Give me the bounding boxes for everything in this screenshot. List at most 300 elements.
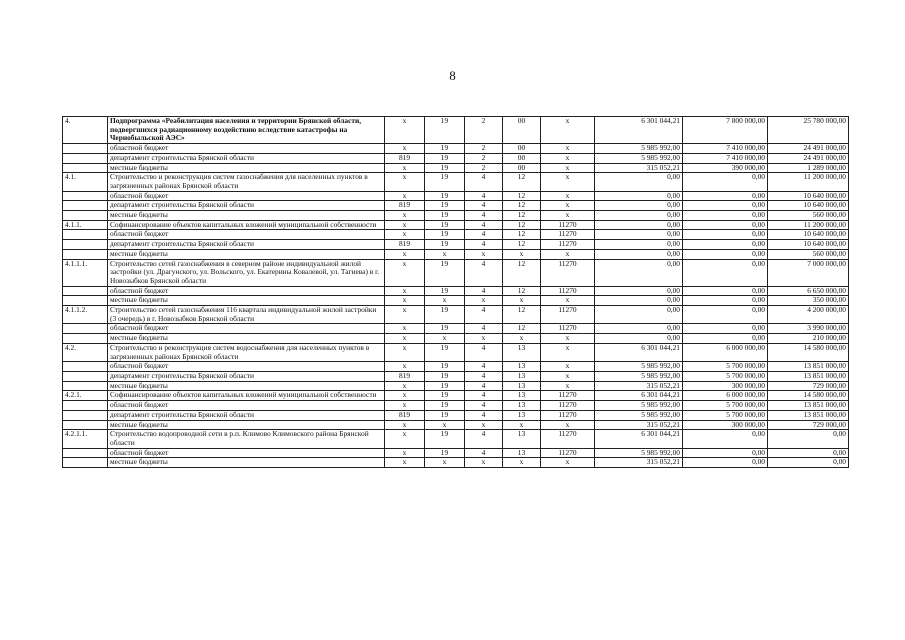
table-row — [63, 259, 849, 286]
cell-c2: 19 — [425, 362, 465, 372]
cell-c2: 19 — [425, 163, 465, 173]
cell-c2: 19 — [425, 410, 465, 420]
cell-c5: 11270 — [541, 324, 595, 334]
cell-c3: 2 — [465, 117, 503, 144]
table-row — [63, 286, 849, 296]
cell-v1: 0,00 — [595, 173, 683, 191]
cell-c1: х — [385, 163, 425, 173]
cell-v1: 5 985 992,00 — [595, 448, 683, 458]
cell-desc: областной бюджет — [108, 230, 385, 240]
cell-num: 4.2. — [63, 343, 108, 361]
cell-v2: 0,00 — [683, 211, 768, 221]
cell-c2: х — [425, 249, 465, 259]
cell-num — [63, 249, 108, 259]
cell-c4: 12 — [503, 286, 541, 296]
cell-c3: 4 — [465, 230, 503, 240]
cell-c4: х — [503, 296, 541, 306]
cell-v1: 0,00 — [595, 296, 683, 306]
cell-c4: х — [503, 420, 541, 430]
cell-num: 4.1. — [63, 173, 108, 191]
cell-c4: х — [503, 458, 541, 468]
cell-num — [63, 410, 108, 420]
cell-c2: 19 — [425, 371, 465, 381]
cell-c3: 4 — [465, 448, 503, 458]
cell-c2: 19 — [425, 173, 465, 191]
table-row — [63, 306, 849, 324]
cell-c5: х — [541, 362, 595, 372]
cell-v1: 315 052,21 — [595, 420, 683, 430]
page-number: 8 — [449, 68, 456, 83]
cell-v2: 0,00 — [683, 430, 768, 448]
cell-v2: 300 000,00 — [683, 420, 768, 430]
cell-v2: 6 000 000,00 — [683, 343, 768, 361]
cell-c1: х — [385, 306, 425, 324]
cell-v1: 0,00 — [595, 259, 683, 286]
cell-c1: х — [385, 211, 425, 221]
cell-v1: 0,00 — [595, 230, 683, 240]
cell-c1: х — [385, 343, 425, 361]
cell-c5: 11270 — [541, 230, 595, 240]
cell-v3: 4 200 000,00 — [768, 306, 849, 324]
cell-c2: 19 — [425, 430, 465, 448]
cell-c3: 4 — [465, 343, 503, 361]
cell-v2: 0,00 — [683, 240, 768, 250]
cell-c4: 12 — [503, 324, 541, 334]
cell-c3: 2 — [465, 144, 503, 154]
table-row — [63, 163, 849, 173]
cell-c5: х — [541, 163, 595, 173]
cell-desc: местные бюджеты — [108, 249, 385, 259]
cell-v3: 210 000,00 — [768, 334, 849, 344]
cell-c4: 13 — [503, 362, 541, 372]
cell-c4: х — [503, 334, 541, 344]
cell-v3: 350 000,00 — [768, 296, 849, 306]
cell-desc: Строительство водопроводной сети в р.п. Климово Климовского района Брянской области — [108, 430, 385, 448]
cell-v2: 0,00 — [683, 324, 768, 334]
cell-v3: 10 640 000,00 — [768, 230, 849, 240]
cell-c1: х — [385, 249, 425, 259]
cell-c1: х — [385, 334, 425, 344]
cell-desc: Подпрограмма «Реабилитация населения и территории Брянской области, подвергшихся радиационному воздействию вследствие катастрофы на Чернобыльской АЭС» — [108, 117, 385, 144]
cell-c5: х — [541, 296, 595, 306]
cell-c3: 4 — [465, 324, 503, 334]
table-row — [63, 334, 849, 344]
table-row — [63, 201, 849, 211]
table-row — [63, 240, 849, 250]
cell-v3: 560 000,00 — [768, 249, 849, 259]
cell-v1: 0,00 — [595, 201, 683, 211]
cell-desc: Строительство и реконструкция систем газоснабжения для населенных пунктов в загрязненных районах Брянской области — [108, 173, 385, 191]
cell-c1: х — [385, 362, 425, 372]
cell-desc: местные бюджеты — [108, 334, 385, 344]
cell-num: 4.1.1.2. — [63, 306, 108, 324]
cell-c3: 2 — [465, 163, 503, 173]
cell-c3: 4 — [465, 362, 503, 372]
cell-c4: 00 — [503, 153, 541, 163]
cell-v3: 14 580 000,00 — [768, 343, 849, 361]
cell-v3: 1 289 000,00 — [768, 163, 849, 173]
cell-desc: местные бюджеты — [108, 296, 385, 306]
cell-v2: 5 700 000,00 — [683, 410, 768, 420]
cell-c2: 19 — [425, 259, 465, 286]
cell-c4: 13 — [503, 430, 541, 448]
table-row — [63, 381, 849, 391]
cell-v3: 10 640 000,00 — [768, 240, 849, 250]
cell-c3: 4 — [465, 286, 503, 296]
cell-num — [63, 191, 108, 201]
cell-c2: х — [425, 334, 465, 344]
cell-v1: 315 052,21 — [595, 163, 683, 173]
cell-c2: 19 — [425, 220, 465, 230]
cell-v3: 13 851 000,00 — [768, 401, 849, 411]
cell-c1: х — [385, 220, 425, 230]
cell-c1: 819 — [385, 240, 425, 250]
table-row — [63, 362, 849, 372]
cell-c4: 12 — [503, 230, 541, 240]
cell-v3: 13 851 000,00 — [768, 410, 849, 420]
cell-c2: 19 — [425, 117, 465, 144]
cell-c4: 13 — [503, 343, 541, 361]
table-row — [63, 343, 849, 361]
cell-c3: 4 — [465, 259, 503, 286]
cell-c1: х — [385, 448, 425, 458]
cell-c4: 00 — [503, 163, 541, 173]
cell-c2: 19 — [425, 448, 465, 458]
cell-c3: 4 — [465, 201, 503, 211]
cell-c1: х — [385, 458, 425, 468]
cell-c5: 11270 — [541, 391, 595, 401]
cell-num — [63, 211, 108, 221]
cell-num: 4.2.1. — [63, 391, 108, 401]
cell-desc: департамент строительства Брянской области — [108, 153, 385, 163]
cell-c5: 11270 — [541, 259, 595, 286]
cell-v1: 5 985 992,00 — [595, 144, 683, 154]
cell-num — [63, 371, 108, 381]
cell-c5: х — [541, 153, 595, 163]
table-row — [63, 249, 849, 259]
cell-desc: Строительство сетей газоснабжения 116 квартала индивидуальной жилой застройки (3 очередь) в г. Новозыбков Брянской области — [108, 306, 385, 324]
cell-c4: 12 — [503, 306, 541, 324]
cell-num: 4.2.1.1. — [63, 430, 108, 448]
cell-v1: 6 301 044,21 — [595, 343, 683, 361]
cell-v3: 729 000,00 — [768, 381, 849, 391]
cell-c1: 819 — [385, 371, 425, 381]
cell-num — [63, 201, 108, 211]
cell-c4: 13 — [503, 401, 541, 411]
cell-desc: департамент строительства Брянской области — [108, 240, 385, 250]
cell-v2: 0,00 — [683, 220, 768, 230]
table-row — [63, 371, 849, 381]
cell-c3: 4 — [465, 240, 503, 250]
cell-v2: 300 000,00 — [683, 381, 768, 391]
cell-c1: х — [385, 296, 425, 306]
cell-c4: 12 — [503, 191, 541, 201]
cell-v3: 13 851 000,00 — [768, 362, 849, 372]
cell-num — [63, 153, 108, 163]
cell-v1: 0,00 — [595, 220, 683, 230]
cell-c4: 12 — [503, 201, 541, 211]
cell-v2: 0,00 — [683, 230, 768, 240]
cell-v2: 7 410 000,00 — [683, 153, 768, 163]
cell-desc: Строительство сетей газоснабжения в северном районе индивидуальной жилой застройки (ул. Драгунского, ул. Вольского, ул. Екатерины Ковалевой, ул. Тагиева) в г. Новозыбков Брянской области — [108, 259, 385, 286]
cell-c2: 19 — [425, 230, 465, 240]
cell-v1: 0,00 — [595, 211, 683, 221]
cell-c5: 11270 — [541, 306, 595, 324]
cell-c2: х — [425, 296, 465, 306]
cell-c3: х — [465, 334, 503, 344]
cell-v2: 0,00 — [683, 286, 768, 296]
table-row — [63, 220, 849, 230]
cell-v2: 0,00 — [683, 173, 768, 191]
table-row — [63, 401, 849, 411]
cell-v3: 560 000,00 — [768, 211, 849, 221]
cell-v3: 3 990 000,00 — [768, 324, 849, 334]
cell-v2: 0,00 — [683, 306, 768, 324]
cell-c5: х — [541, 381, 595, 391]
cell-c2: 19 — [425, 286, 465, 296]
cell-num — [63, 381, 108, 391]
cell-c3: 4 — [465, 211, 503, 221]
table-row — [63, 153, 849, 163]
table-row — [63, 391, 849, 401]
cell-desc: департамент строительства Брянской области — [108, 201, 385, 211]
cell-c3: 4 — [465, 371, 503, 381]
cell-c5: х — [541, 458, 595, 468]
cell-desc: Софинансирование объектов капитальных вложений муниципальной собственности — [108, 220, 385, 230]
cell-v2: 0,00 — [683, 249, 768, 259]
cell-c4: 13 — [503, 410, 541, 420]
cell-c2: 19 — [425, 191, 465, 201]
cell-num — [63, 230, 108, 240]
cell-desc: департамент строительства Брянской области — [108, 410, 385, 420]
cell-desc: местные бюджеты — [108, 381, 385, 391]
cell-c3: х — [465, 420, 503, 430]
cell-c2: 19 — [425, 324, 465, 334]
cell-c5: 11270 — [541, 410, 595, 420]
cell-v1: 6 301 044,21 — [595, 117, 683, 144]
cell-c3: 4 — [465, 391, 503, 401]
cell-v2: 6 000 000,00 — [683, 391, 768, 401]
cell-desc: областной бюджет — [108, 191, 385, 201]
cell-v2: 5 700 000,00 — [683, 362, 768, 372]
cell-v2: 7 410 000,00 — [683, 144, 768, 154]
cell-c1: х — [385, 286, 425, 296]
cell-num: 4.1.1.1. — [63, 259, 108, 286]
cell-v3: 7 000 000,00 — [768, 259, 849, 286]
cell-v3: 11 200 000,00 — [768, 220, 849, 230]
table-row — [63, 420, 849, 430]
cell-v2: 7 800 000,00 — [683, 117, 768, 144]
cell-c4: 12 — [503, 220, 541, 230]
cell-num: 4.1.1. — [63, 220, 108, 230]
cell-num — [63, 296, 108, 306]
cell-c1: х — [385, 230, 425, 240]
cell-v3: 14 580 000,00 — [768, 391, 849, 401]
cell-v2: 0,00 — [683, 334, 768, 344]
cell-c4: 13 — [503, 448, 541, 458]
cell-c1: х — [385, 401, 425, 411]
cell-c2: 19 — [425, 144, 465, 154]
cell-v2: 0,00 — [683, 296, 768, 306]
cell-c5: х — [541, 249, 595, 259]
cell-v3: 24 491 000,00 — [768, 144, 849, 154]
cell-desc: областной бюджет — [108, 324, 385, 334]
cell-num — [63, 401, 108, 411]
table-row — [63, 324, 849, 334]
cell-v1: 6 301 044,21 — [595, 430, 683, 448]
cell-v3: 729 000,00 — [768, 420, 849, 430]
cell-v2: 0,00 — [683, 201, 768, 211]
cell-c2: х — [425, 458, 465, 468]
cell-c2: 19 — [425, 391, 465, 401]
cell-c5: х — [541, 211, 595, 221]
cell-desc: областной бюджет — [108, 401, 385, 411]
cell-v1: 315 052,21 — [595, 381, 683, 391]
cell-num — [63, 420, 108, 430]
cell-desc: местные бюджеты — [108, 163, 385, 173]
table-row — [63, 117, 849, 144]
cell-c4: 13 — [503, 381, 541, 391]
cell-c5: х — [541, 334, 595, 344]
cell-num — [63, 458, 108, 468]
cell-v2: 390 000,00 — [683, 163, 768, 173]
cell-c5: х — [541, 420, 595, 430]
cell-c3: 4 — [465, 381, 503, 391]
cell-c1: х — [385, 324, 425, 334]
cell-c1: х — [385, 191, 425, 201]
cell-c1: х — [385, 144, 425, 154]
cell-v1: 0,00 — [595, 249, 683, 259]
cell-c2: 19 — [425, 153, 465, 163]
cell-num — [63, 448, 108, 458]
table-row — [63, 448, 849, 458]
cell-v3: 25 780 000,00 — [768, 117, 849, 144]
cell-v3: 13 851 000,00 — [768, 371, 849, 381]
cell-c4: 12 — [503, 259, 541, 286]
cell-c2: 19 — [425, 381, 465, 391]
cell-desc: областной бюджет — [108, 286, 385, 296]
cell-c1: х — [385, 117, 425, 144]
cell-v2: 0,00 — [683, 448, 768, 458]
cell-c4: х — [503, 249, 541, 259]
cell-v2: 0,00 — [683, 458, 768, 468]
cell-v1: 315 052,21 — [595, 458, 683, 468]
cell-c5: х — [541, 117, 595, 144]
cell-v3: 24 491 000,00 — [768, 153, 849, 163]
cell-c3: 4 — [465, 173, 503, 191]
table-row — [63, 144, 849, 154]
cell-c5: 11270 — [541, 286, 595, 296]
cell-v1: 0,00 — [595, 334, 683, 344]
cell-c2: х — [425, 420, 465, 430]
cell-c4: 12 — [503, 173, 541, 191]
cell-v2: 5 700 000,00 — [683, 371, 768, 381]
cell-c2: 19 — [425, 306, 465, 324]
cell-v3: 0,00 — [768, 430, 849, 448]
cell-c3: 4 — [465, 191, 503, 201]
cell-num — [63, 324, 108, 334]
cell-desc: местные бюджеты — [108, 458, 385, 468]
cell-c1: х — [385, 420, 425, 430]
cell-c3: х — [465, 458, 503, 468]
cell-num — [63, 240, 108, 250]
cell-c5: 11270 — [541, 401, 595, 411]
cell-desc: департамент строительства Брянской области — [108, 371, 385, 381]
table-row — [63, 296, 849, 306]
cell-v1: 0,00 — [595, 286, 683, 296]
cell-c4: 00 — [503, 117, 541, 144]
table-row — [63, 430, 849, 448]
table-row — [63, 191, 849, 201]
cell-c4: 12 — [503, 240, 541, 250]
table-row — [63, 211, 849, 221]
cell-c5: х — [541, 343, 595, 361]
cell-c3: х — [465, 296, 503, 306]
cell-v1: 0,00 — [595, 306, 683, 324]
cell-v1: 5 985 992,00 — [595, 371, 683, 381]
cell-v1: 5 985 992,00 — [595, 153, 683, 163]
cell-v3: 10 640 000,00 — [768, 201, 849, 211]
table-row — [63, 410, 849, 420]
cell-num: 4. — [63, 117, 108, 144]
cell-v1: 0,00 — [595, 191, 683, 201]
cell-v3: 6 650 000,00 — [768, 286, 849, 296]
cell-v1: 0,00 — [595, 240, 683, 250]
cell-num — [63, 362, 108, 372]
budget-table — [62, 116, 849, 468]
cell-c1: 819 — [385, 410, 425, 420]
cell-c1: 819 — [385, 153, 425, 163]
table-row — [63, 230, 849, 240]
cell-c3: 4 — [465, 401, 503, 411]
table-row — [63, 173, 849, 191]
table-row — [63, 458, 849, 468]
cell-desc: областной бюджет — [108, 144, 385, 154]
cell-c2: 19 — [425, 240, 465, 250]
cell-num — [63, 334, 108, 344]
cell-c5: х — [541, 191, 595, 201]
cell-v1: 6 301 044,21 — [595, 391, 683, 401]
cell-v3: 10 640 000,00 — [768, 191, 849, 201]
cell-v2: 0,00 — [683, 191, 768, 201]
cell-v1: 5 985 992,00 — [595, 362, 683, 372]
cell-c3: 2 — [465, 153, 503, 163]
cell-c2: 19 — [425, 343, 465, 361]
cell-c3: х — [465, 249, 503, 259]
cell-v3: 11 200 000,00 — [768, 173, 849, 191]
cell-desc: Строительство и реконструкция систем водоснабжения для населенных пунктов в загрязненных районах Брянской области — [108, 343, 385, 361]
cell-v3: 0,00 — [768, 458, 849, 468]
cell-v1: 0,00 — [595, 324, 683, 334]
cell-c4: 13 — [503, 391, 541, 401]
cell-c3: 4 — [465, 410, 503, 420]
cell-desc: местные бюджеты — [108, 420, 385, 430]
cell-c3: 4 — [465, 220, 503, 230]
cell-c2: 19 — [425, 401, 465, 411]
cell-v2: 5 700 000,00 — [683, 401, 768, 411]
cell-num — [63, 144, 108, 154]
cell-c2: 19 — [425, 201, 465, 211]
cell-c5: х — [541, 371, 595, 381]
cell-c1: х — [385, 381, 425, 391]
cell-v2: 0,00 — [683, 259, 768, 286]
cell-c5: х — [541, 173, 595, 191]
cell-c3: 4 — [465, 430, 503, 448]
cell-desc: Софинансирование объектов капитальных вложений муниципальной собственности — [108, 391, 385, 401]
cell-c5: х — [541, 144, 595, 154]
cell-desc: областной бюджет — [108, 448, 385, 458]
cell-v1: 5 985 992,00 — [595, 410, 683, 420]
